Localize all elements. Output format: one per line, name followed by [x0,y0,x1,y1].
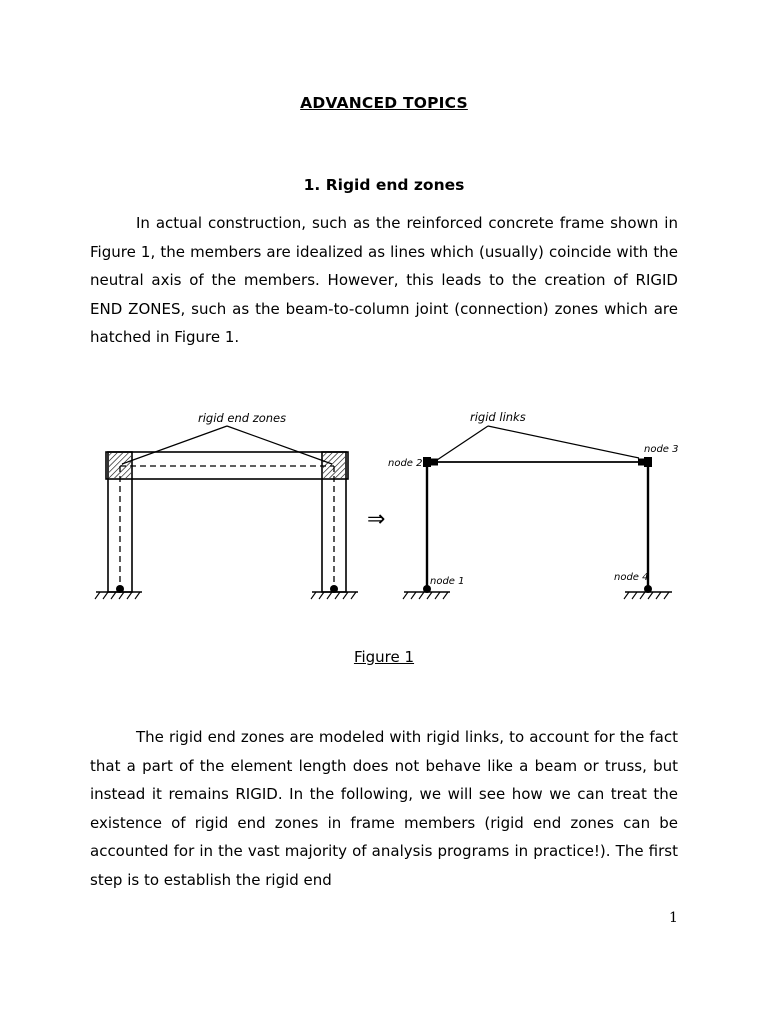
paragraph-text: The rigid end zones are modeled with rigid links, to account for the fact that a part of the element length does not behave like a beam or truss, but instead it remains RIGID. In the following, we will see how we can treat the existence of rigid end zones in frame members (rigid end zones can be accounted for in the vast majority of analysis programs in practice!). The first step is to establish the rigid end [90,728,678,889]
paragraph-intro [90,209,678,352]
section-number: 1 [303,176,315,194]
implies-arrow: ⇒ [367,507,386,532]
line-model [388,410,679,599]
rigid-zone-right-block [644,457,652,467]
figure-caption: Figure 1 [353,648,415,666]
pointer-link-left [437,426,488,460]
figure-1 [92,404,680,604]
rigid-links-label: rigid links [470,410,526,424]
rigid-zone-left-block [423,457,431,467]
section-heading [0,176,768,194]
node-3-label: node 3 [644,444,679,455]
pointer-left [122,426,227,464]
node-4-label: node 4 [614,572,649,583]
frame-diagram [92,404,680,604]
pointer-link-right [488,426,639,458]
ground-hatch [95,592,356,599]
paragraph-rigid-links [90,723,678,894]
pointer-right [227,426,332,464]
page-number: 1 [669,910,678,926]
rigid-zone-right-hatch [323,453,345,478]
document-title: ADVANCED TOPICS [300,94,468,112]
section-separator: . [314,176,326,194]
section-title: Rigid end zones [325,176,465,194]
paragraph-text: In actual construction, such as the reinforced concrete frame shown in Figure 1, the members are idealized as lines which (usually) coincide with the neutral axis of the members. However, this leads to the creation of RIGID END ZONES, such as the beam-to-column joint (connection) zones which are hatched in Figure 1. [90,214,678,346]
concrete-frame [95,411,358,599]
ground-hatch-right [403,592,669,599]
node-2-label: node 2 [388,458,423,469]
rigid-end-zones-label: rigid end zones [198,411,287,425]
node-1-label: node 1 [430,576,465,587]
